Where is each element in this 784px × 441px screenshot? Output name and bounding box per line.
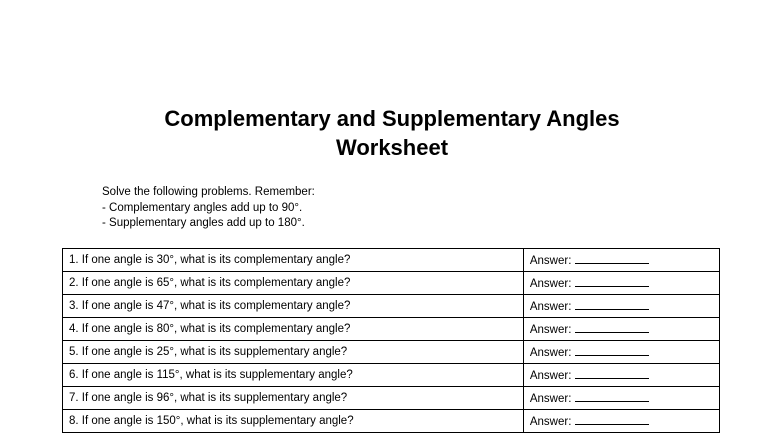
problem-question: 2. If one angle is 65°, what is its complementary angle? [63, 272, 524, 295]
problem-row [63, 249, 720, 272]
worksheet-title: Complementary and Supplementary Angles [164, 106, 620, 131]
answer-cell[interactable] [523, 249, 719, 272]
answer-blank[interactable] [575, 253, 649, 264]
problem-question: 5. If one angle is 25°, what is its supplementary angle? [63, 341, 524, 364]
answer-label: Answer: [529, 301, 572, 313]
problem-question: 6. If one angle is 115°, what is its supplementary angle? [63, 364, 524, 387]
answer-blank[interactable] [575, 391, 649, 402]
instructions-rule-complementary: - Complementary angles add up to 90°. [102, 201, 303, 214]
problem-row [63, 318, 720, 341]
answer-cell[interactable] [523, 272, 719, 295]
problem-row [63, 364, 720, 387]
instructions [102, 185, 315, 232]
answer-label: Answer: [529, 347, 572, 359]
answer-cell[interactable] [523, 341, 719, 364]
problem-row [63, 341, 720, 364]
answer-label: Answer: [529, 416, 572, 428]
problem-question: 4. If one angle is 80°, what is its complementary angle? [63, 318, 524, 341]
answer-blank[interactable] [575, 414, 649, 425]
problem-row [63, 272, 720, 295]
problem-row [63, 410, 720, 433]
instructions-rule-supplementary: - Supplementary angles add up to 180°. [102, 217, 305, 229]
answer-label: Answer: [529, 278, 572, 290]
problem-question: 8. If one angle is 150°, what is its supplementary angle? [63, 410, 524, 433]
answer-cell[interactable] [523, 364, 719, 387]
instructions-intro: Solve the following problems. Remember: [102, 186, 315, 198]
answer-label: Answer: [529, 393, 572, 405]
problem-question: 7. If one angle is 96°, what is its supplementary angle? [63, 387, 524, 410]
answer-cell[interactable] [523, 318, 719, 341]
answer-label: Answer: [529, 370, 572, 382]
answer-blank[interactable] [575, 276, 649, 287]
worksheet-title-subline: Worksheet [335, 135, 449, 160]
problem-row [63, 295, 720, 318]
problem-question: 3. If one angle is 47°, what is its complementary angle? [63, 295, 524, 318]
answer-cell[interactable] [523, 410, 719, 433]
answer-blank[interactable] [575, 322, 649, 333]
problem-question: 1. If one angle is 30°, what is its complementary angle? [63, 249, 524, 272]
answer-cell[interactable] [523, 387, 719, 410]
answer-blank[interactable] [575, 368, 649, 379]
answer-blank[interactable] [575, 345, 649, 356]
answer-cell[interactable] [523, 295, 719, 318]
answer-blank[interactable] [575, 299, 649, 310]
problems-table [62, 248, 720, 433]
answer-label: Answer: [529, 255, 572, 267]
answer-label: Answer: [529, 324, 572, 336]
problem-row [63, 387, 720, 410]
